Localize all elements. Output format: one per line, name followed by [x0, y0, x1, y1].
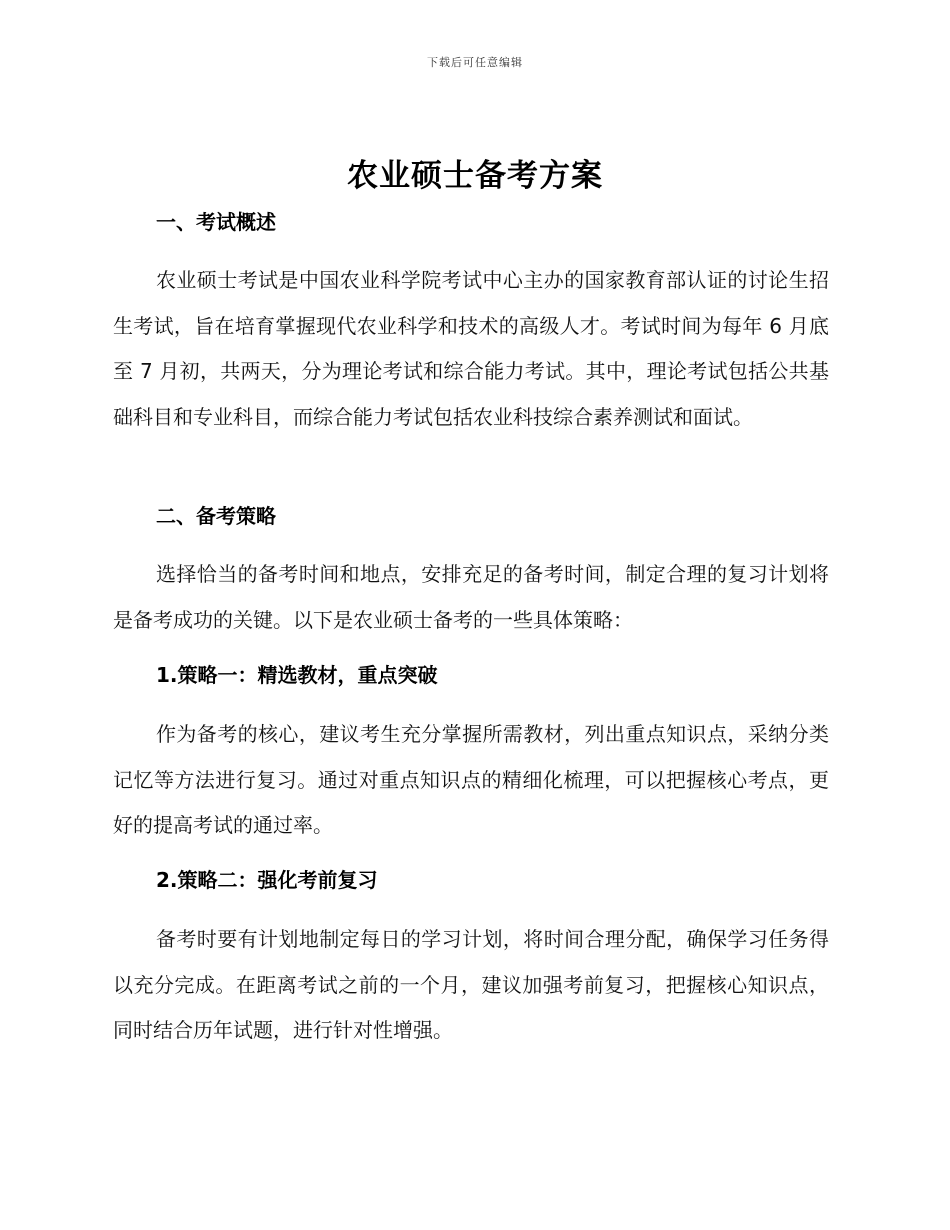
section-paragraph-exam-overview: 农业硕士考试是中国农业科学院考试中心主办的国家教育部认证的讨论生招生考试，旨在培育掌握现代农业科学和技术的高级人才。考试时间为每年 6 月底至 7 月初，共两天，分为理论考试和综合能力考试。其中，理论考试包括公共基础科目和专业科目，而综合能力考试包括农业科技综合素养测试和面试。	[113, 268, 829, 429]
strategy-paragraph-1: 作为备考的核心，建议考生充分掌握所需教材，列出重点知识点，采纳分类记忆等方法进行复习。通过对重点知识点的精细化梳理，可以把握核心考点，更好的提高考试的通过率。	[113, 722, 829, 837]
header-note: 下载后可任意编辑	[427, 56, 523, 69]
section-paragraph-prep-strategy: 选择恰当的备考时间和地点，安排充足的备考时间，制定合理的复习计划将是备考成功的关键。以下是农业硕士备考的一些具体策略：	[113, 562, 829, 632]
strategy-heading-2: 2.策略二：强化考前复习	[156, 868, 378, 892]
strategy-heading-1: 1.策略一：精选教材，重点突破	[156, 663, 438, 687]
document-title: 农业硕士备考方案	[347, 158, 603, 194]
section-heading-prep-strategy: 二、备考策略	[156, 504, 276, 528]
strategy-paragraph-2: 备考时要有计划地制定每日的学习计划，将时间合理分配，确保学习任务得以充分完成。在距离考试之前的一个月，建议加强考前复习，把握核心知识点，同时结合历年试题，进行针对性增强。	[113, 927, 829, 1042]
section-heading-exam-overview: 一、考试概述	[156, 210, 276, 234]
